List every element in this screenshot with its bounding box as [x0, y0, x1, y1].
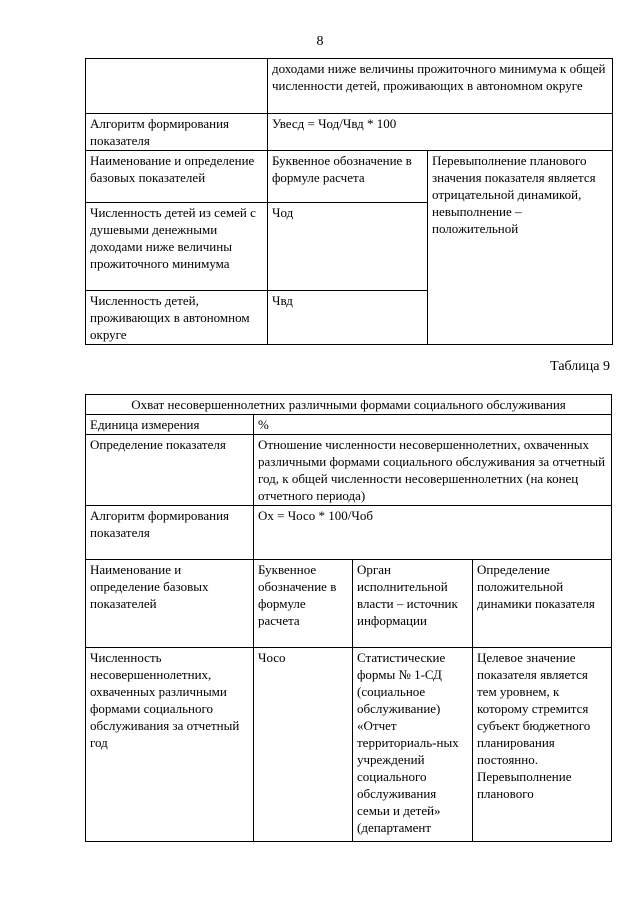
indicator-table-9: [85, 394, 612, 842]
table-cell: Целевое значение показателя является тем уровнем, к которому стремится субъект бюджетного планирования постоянно. Перевыполнение планового: [473, 648, 612, 842]
algorithm-label: Алгоритм формирования показателя: [86, 506, 254, 560]
algorithm-formula: Ох = Чосо * 100/Чоб: [254, 506, 612, 560]
table-caption: Таблица 9: [550, 359, 610, 374]
table-header-cell: Наименование и определение базовых показателей: [86, 151, 268, 203]
table-row: [86, 506, 612, 560]
table-row: [86, 59, 613, 114]
table-row: [86, 648, 612, 842]
table-row: [86, 560, 612, 648]
table-cell: [86, 59, 268, 114]
table-row: [86, 114, 613, 151]
table-row: [86, 151, 613, 203]
table-cell: Чод: [268, 203, 428, 291]
definition-value: Отношение численности несовершеннолетних, охваченных различными формами социального обслуживания за отчетный год, к общей численности несовершеннолетних (на конец отчетного периода): [254, 435, 612, 506]
table-header-cell: Буквенное обозначение в формуле расчета: [268, 151, 428, 203]
table-title: Охват несовершеннолетних различными формами социального обслуживания: [86, 395, 612, 415]
table-cell: Чосо: [254, 648, 353, 842]
table-row: [86, 435, 612, 506]
table-header-cell: Буквенное обозначение в формуле расчета: [254, 560, 353, 648]
table-header-cell: Орган исполнительной власти – источник информации: [353, 560, 473, 648]
table-header-cell: Определение положительной динамики показателя: [473, 560, 612, 648]
algorithm-label: Алгоритм формирования показателя: [86, 114, 268, 151]
table-row: [86, 395, 612, 415]
indicator-table-continued: [85, 58, 613, 345]
table-row: [86, 415, 612, 435]
page-number: 8: [316, 34, 324, 49]
algorithm-formula: Увесд = Чод/Чвд * 100: [268, 114, 613, 151]
table-cell: доходами ниже величины прожиточного минимума к общей численности детей, проживающих в автономном округе: [268, 59, 613, 114]
unit-label: Единица измерения: [86, 415, 254, 435]
table-cell: Численность детей из семей с душевыми денежными доходами ниже величины прожиточного минимума: [86, 203, 268, 291]
table-cell: Численность детей, проживающих в автономном округе: [86, 291, 268, 345]
table-header-cell: Наименование и определение базовых показателей: [86, 560, 254, 648]
table-cell: Чвд: [268, 291, 428, 345]
table-cell: Численность несовершеннолетних, охваченных различными формами социального обслуживания за отчетный год: [86, 648, 254, 842]
table-cell: Статистические формы № 1-СД (социальное обслуживание) «Отчет территориаль-ных учреждений социального обслуживания семьи и детей» (департамент: [353, 648, 473, 842]
dynamics-note: Перевыполнение планового значения показателя является отрицательной динамикой, невыполнение – положительной: [428, 151, 613, 345]
unit-value: %: [254, 415, 612, 435]
definition-label: Определение показателя: [86, 435, 254, 506]
